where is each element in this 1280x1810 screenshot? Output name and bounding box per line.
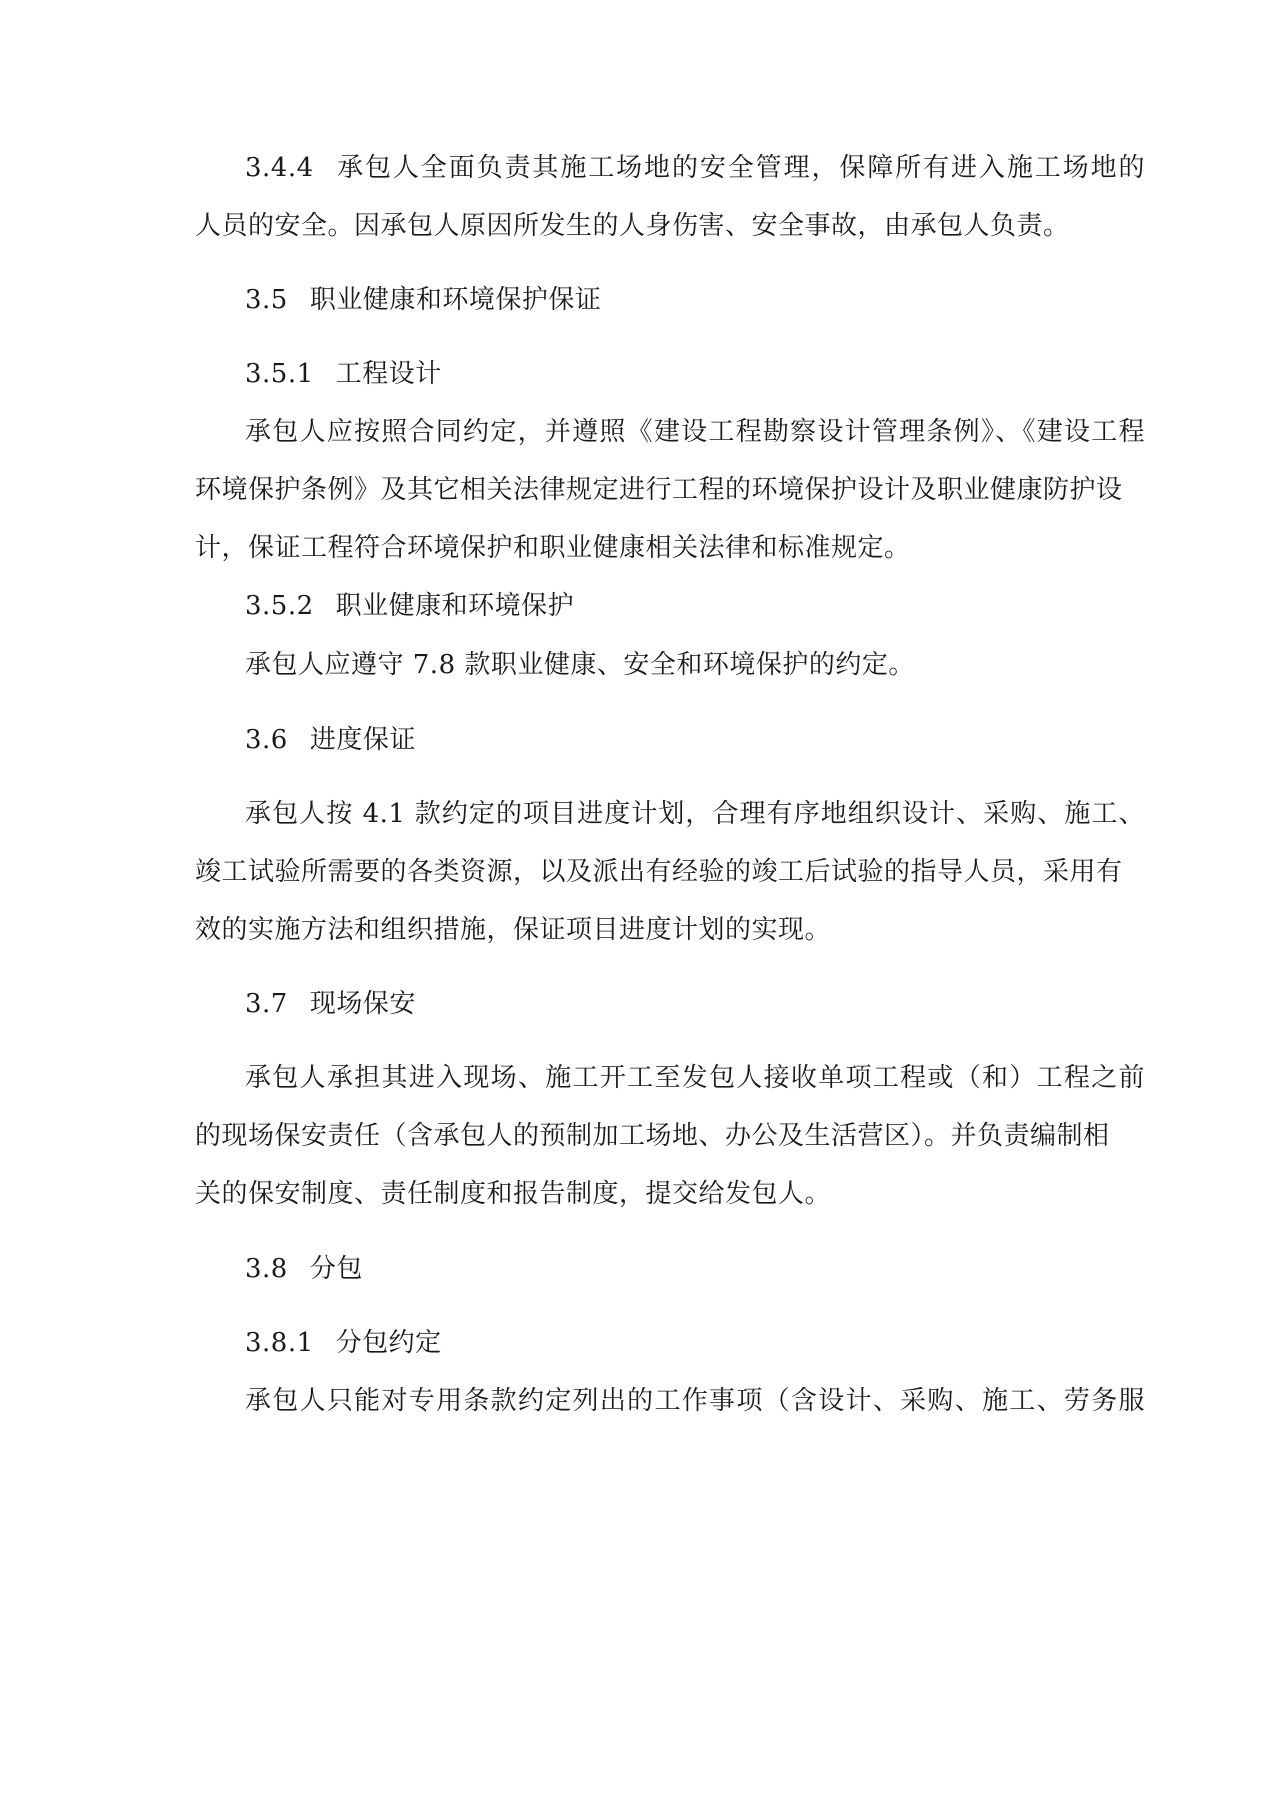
heading-title: 分包 <box>309 1254 363 1284</box>
heading-title: 职业健康和环境保护 <box>335 591 575 621</box>
paragraph-line: 承包人承担其进入现场、施工开工至发包人接收单项工程或（和）工程之前 <box>245 1063 1145 1093</box>
heading-title: 现场保安 <box>309 989 416 1019</box>
heading-number: 3.5.2 <box>245 591 314 621</box>
clause-number: 3.4.4 <box>245 153 314 183</box>
paragraph-line: 环境保护条例》及其它相关法律规定进行工程的环境保护设计及职业健康防护设 <box>195 475 1123 505</box>
heading-3-7 <box>245 987 1145 1021</box>
heading-title: 职业健康和环境保护保证 <box>309 285 602 315</box>
heading-3-6 <box>245 723 1145 757</box>
heading-3-5 <box>245 283 1145 317</box>
paragraph-line: 承包人应按照合同约定，并遵照《建设工程勘察设计管理条例》、《建设工程 <box>245 417 1145 447</box>
paragraph-line: 计，保证工程符合环境保护和职业健康相关法律和标准规定。 <box>195 533 911 563</box>
heading-3-5-2 <box>245 589 1145 623</box>
clause-3-4-4-line-2: 人员的安全。因承包人原因所发生的人身伤害、安全事故，由承包人负责。 <box>195 211 1070 241</box>
heading-number: 3.5.1 <box>245 359 314 389</box>
heading-number: 3.5 <box>245 285 288 315</box>
heading-title: 分包约定 <box>335 1328 442 1358</box>
heading-title: 工程设计 <box>335 359 442 389</box>
heading-number: 3.6 <box>245 725 288 755</box>
paragraph-line: 承包人按 4.1 款约定的项目进度计划，合理有序地组织设计、采购、施工、 <box>245 799 1145 829</box>
heading-number: 3.8.1 <box>245 1328 314 1358</box>
clause-3-4-4-line-1 <box>245 151 1145 185</box>
paragraph-line: 效的实施方法和组织措施，保证项目进度计划的实现。 <box>195 915 832 945</box>
heading-3-5-1 <box>245 357 1145 391</box>
heading-title: 进度保证 <box>309 725 416 755</box>
paragraph-line: 竣工试验所需要的各类资源，以及派出有经验的竣工后试验的指导人员，采用有 <box>195 857 1123 887</box>
paragraph-line: 关的保安制度、责任制度和报告制度，提交给发包人。 <box>195 1179 832 1209</box>
heading-3-8 <box>245 1252 1145 1286</box>
paragraph-line: 承包人应遵守 7.8 款职业健康、安全和环境保护的约定。 <box>245 650 915 680</box>
heading-number: 3.7 <box>245 989 288 1019</box>
paragraph-line: 承包人只能对专用条款约定列出的工作事项（含设计、采购、施工、劳务服 <box>245 1386 1145 1416</box>
paragraph-line: 的现场保安责任（含承包人的预制加工场地、办公及生活营区）。并负责编制相 <box>195 1121 1110 1151</box>
heading-3-8-1 <box>245 1326 1145 1360</box>
heading-number: 3.8 <box>245 1254 288 1284</box>
clause-text: 承包人全面负责其施工场地的安全管理，保障所有进入施工场地的 <box>335 153 1145 183</box>
